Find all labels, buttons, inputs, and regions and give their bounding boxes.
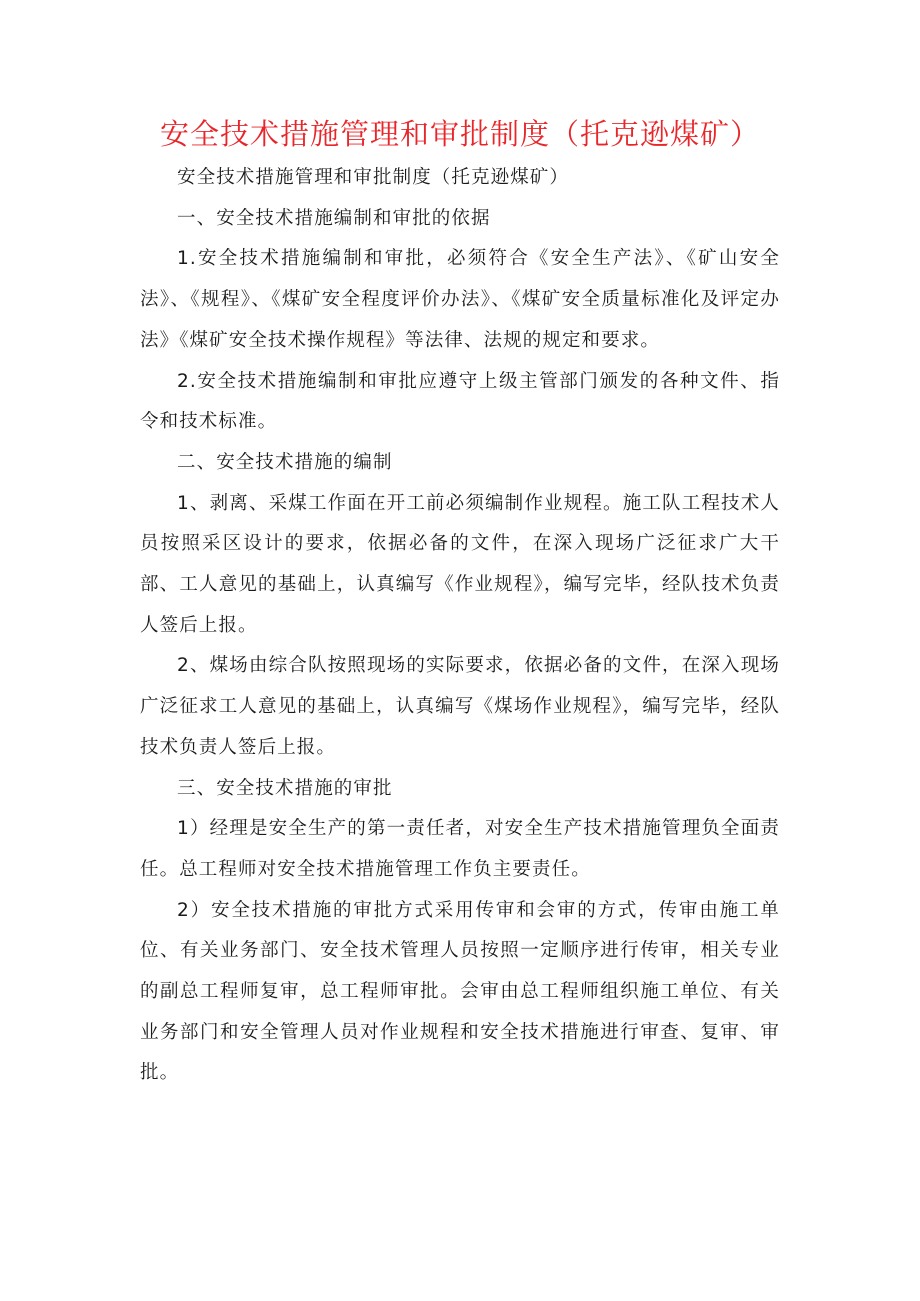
section-heading-3: 三、安全技术措施的审批 [177,777,393,799]
document-title: 安全技术措施管理和审批制度（托克逊煤矿） [159,117,760,151]
paragraph-subtitle: 安全技术措施管理和审批制度（托克逊煤矿） [177,167,570,188]
paragraph: 1）经理是安全生产的第一责任者，对安全生产技术措施管理负全面责任。总工程师对安全技术措施管理工作负主要责任。 [140,818,780,880]
document-body [140,158,780,1094]
paragraph: 1、剥离、采煤工作面在开工前必须编制作业规程。施工队工程技术人员按照采区设计的要求，依据必备的文件，在深入现场广泛征求广大干部、工人意见的基础上，认真编写《作业规程》，编写完毕，经队技术负责人签后上报。 [140,492,780,636]
section-heading-2: 二、安全技术措施的编制 [177,451,393,473]
paragraph: 2、煤场由综合队按照现场的实际要求，依据必备的文件，在深入现场广泛征求工人意见的基础上，认真编写《煤场作业规程》，编写完毕，经队技术负责人签后上报。 [140,655,780,758]
paragraph: 2.安全技术措施编制和审批应遵守上级主管部门颁发的各种文件、指令和技术标准。 [140,370,780,433]
paragraph: 2）安全技术措施的审批方式采用传审和会审的方式，传审由施工单位、有关业务部门、安全技术管理人员按照一定顺序进行传审，相关专业的副总工程师复审，总工程师审批。会审由总工程师组织施工单位、有关业务部门和安全管理人员对作业规程和安全技术措施进行审查、复审、审批。 [140,899,780,1084]
section-heading-1: 一、安全技术措施编制和审批的依据 [177,207,491,229]
paragraph: 1.安全技术措施编制和审批，必须符合《安全生产法》、《矿山安全法》、《规程》、《煤矿安全程度评价办法》、《煤矿安全质量标准化及评定办法》《煤矿安全技术操作规程》等法律、法规的规定和要求。 [140,248,780,351]
